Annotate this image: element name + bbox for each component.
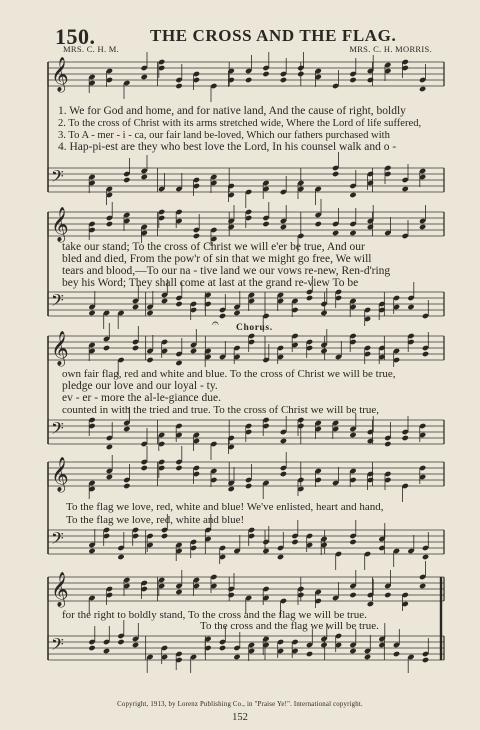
page-number: 152 [232,712,248,723]
verse-line-2-3: tears and blood,—To our na - tive land we our vows re-new, Ren-d'ring [62,265,391,277]
note-head [384,592,391,598]
verse-line-2-2: bled and died, From the pow'r of sin that we might go free, We will [62,253,372,265]
note-head [364,654,371,660]
note-head [280,77,287,83]
note-head [88,645,95,651]
note-head [280,471,287,477]
note-head [190,348,197,354]
note-head [407,304,414,310]
note-head [422,351,429,357]
note-head [262,548,269,554]
note-head [277,554,284,560]
note-head [106,474,113,480]
note-head [367,601,374,607]
hymn-title: THE CROSS AND THE FLAG. [150,26,397,45]
chorus-line-5-1: for the right to boldly stand, To the cross and the flag we will be true. [62,609,367,621]
note-head [419,86,426,92]
note-head [349,648,356,654]
note-head [393,651,400,657]
note-head [106,444,113,450]
note-head [103,648,110,654]
note-head [141,465,148,471]
note-head [367,224,374,230]
bass-clef-icon: 𝄢 [51,528,64,552]
note-head [106,221,113,227]
note-head [367,438,374,444]
verse-line-2-4: bey his Word; They shall come at last at the grand re-view To be [62,277,359,289]
note-head [132,642,139,648]
note-head [320,348,327,354]
note-head [367,77,374,83]
note-head [320,642,327,648]
note-head [228,592,235,598]
note-head [402,435,409,441]
treble-clef-icon: 𝄞 [51,207,69,242]
note-head [193,233,200,239]
note-head [291,539,298,545]
chorus-line-4-1: To the flag we love, red, white and blue! We've enlisted, heart and hand, [66,501,384,513]
words-credit: MRS. C. H. M. [63,44,120,54]
note-head [233,310,240,316]
bass-clef-icon: 𝄢 [51,634,64,658]
note-head [419,583,426,589]
note-head [161,298,168,304]
note-head [384,441,391,447]
note-head [123,426,130,432]
note-head [88,548,95,554]
note-head [349,592,356,598]
note-head [175,360,182,366]
note-head [175,83,182,89]
verse-line-1-3: 3. To A - mer - i - ca, our fair land be-loved, Which our fathers purchased with [58,130,390,141]
note-head [349,432,356,438]
note-head [141,74,148,80]
note-head [141,174,148,180]
chorus-label: Chorus. [236,323,273,333]
note-head [228,486,235,492]
hymn-number: 150. [55,24,96,49]
note-head [349,192,356,198]
note-head [332,171,339,177]
treble-clef-icon: 𝄞 [51,57,69,92]
note-head [146,310,153,316]
note-head [161,533,168,539]
note-head [280,224,287,230]
note-head [219,313,226,319]
verse-line-1-1: 1. We for God and home, and for native land, And the cause of right, boldly [58,105,406,117]
note-head [306,295,313,301]
bass-clef-icon: 𝄢 [51,290,64,314]
verse-line-2-1: take our stand; To the cross of Christ we will e'er be true, And our [62,241,365,253]
note-head [402,186,409,192]
note-head [245,77,252,83]
fermata-icon: 𝄐 [212,316,219,330]
note-head [219,645,226,651]
note-head [315,221,322,227]
bass-clef-icon: 𝄢 [51,166,64,190]
note-head [349,230,356,236]
note-head [103,345,110,351]
verse-line-3-1: own fair flag, red and white and blue. To the cross of Christ we will be true, [62,368,396,380]
music-credit: MRS. C. H. MORRIS. [349,44,432,54]
note-head [117,554,124,560]
note-head [175,301,182,307]
note-head [245,483,252,489]
note-head [123,177,130,183]
note-head [349,77,356,83]
note-head [297,71,304,77]
note-head [146,357,153,363]
chorus-line-5-2: To the cross and the flag we will be true. [200,620,379,632]
note-head [175,465,182,471]
note-head [306,651,313,657]
note-head [123,483,130,489]
note-head [332,230,339,236]
note-head [132,345,139,351]
note-head [320,310,327,316]
treble-clef-icon: 𝄞 [51,572,69,607]
copyright-notice: Copyright, 1913, by Lorenz Publishing Co., in "Praise Ye!". International copyright. [117,701,363,708]
verse-line-1-4: 4. Hap-pi-est are they who best love the Lord, In his counsel walk and o - [58,141,397,153]
note-head [262,71,269,77]
verse-line-3-4: counted in with the tried and true. To the cross of Christ we will be true, [62,404,380,416]
note-head [88,310,95,316]
verse-line-3-3: ev - er - more the al-le-giance due. [62,392,221,404]
note-head [280,438,287,444]
note-head [117,639,124,645]
note-head [349,539,356,545]
note-head [262,221,269,227]
note-head [419,224,426,230]
note-head [228,224,235,230]
note-head [132,304,139,310]
verse-line-3-2: pledge our love and our loyal - ty. [62,380,218,392]
note-head [175,589,182,595]
note-head [422,554,429,560]
note-head [422,657,429,663]
chorus-line-4-2: To the flag we love, red, white and blue! [66,514,245,526]
treble-clef-icon: 𝄞 [51,331,69,366]
note-head [233,654,240,660]
verse-line-1-2: 2. To the cross of Christ with its arms stretched wide, Where the Lord of life suffered, [58,118,422,129]
treble-clef-icon: 𝄞 [51,457,69,492]
bass-clef-icon: 𝄢 [51,418,64,442]
